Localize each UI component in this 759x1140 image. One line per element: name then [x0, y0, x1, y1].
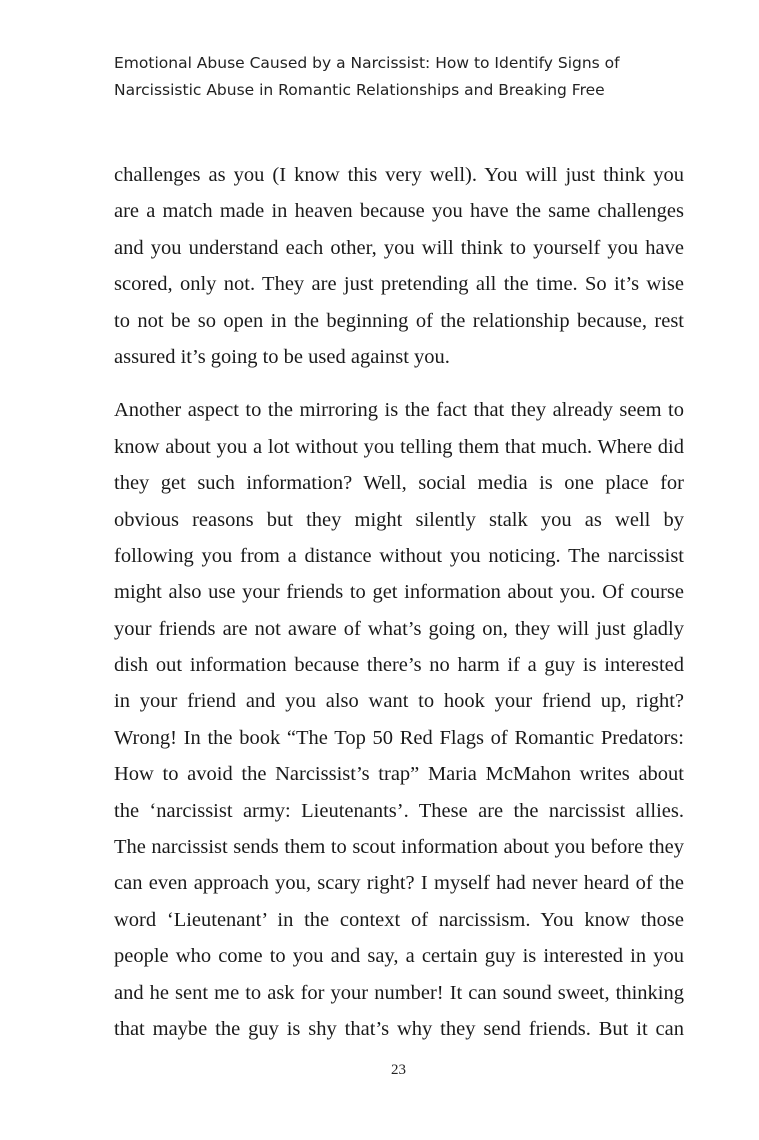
text-line: and he sent me to ask for your number! It can sound sweet, thinking	[114, 981, 684, 1004]
paragraph-2	[114, 392, 684, 1047]
text-line: they get such information? Well, social media is one place for	[114, 472, 684, 495]
text-line: that maybe the guy is shy that’s why they send friends. But it can	[114, 1017, 684, 1040]
text-line: the ‘narcissist army: Lieutenants’. These are the narcissist allies.	[114, 799, 684, 822]
page-number: 23	[391, 1062, 406, 1078]
text-line: people who come to you and say, a certain guy is interested in you	[114, 945, 684, 968]
text-line: following you from a distance without you noticing. The narcissist	[114, 544, 684, 567]
text-line: your friends are not aware of what’s going on, they will just gladly	[114, 617, 684, 640]
text-line: assured it’s going to be used against you.	[114, 345, 450, 368]
text-line: dish out information because there’s no harm if a guy is interested	[114, 654, 684, 677]
header-line-2: Narcissistic Abuse in Romantic Relationships and Breaking Free	[114, 81, 605, 99]
text-line: How to avoid the Narcissist’s trap” Maria McMahon writes about	[114, 763, 684, 786]
text-line: might also use your friends to get information about you. Of course	[114, 581, 684, 604]
text-line: to not be so open in the beginning of the relationship because, rest	[114, 309, 684, 332]
text-line: Another aspect to the mirroring is the fact that they already seem to	[114, 399, 684, 422]
text-line: obvious reasons but they might silently stalk you as well by	[114, 508, 684, 531]
text-line: The narcissist sends them to scout information about you before they	[114, 836, 684, 859]
paragraph-1	[114, 157, 684, 375]
paragraph-spacer	[114, 375, 684, 392]
text-line: can even approach you, scary right? I myself had never heard of the	[114, 872, 684, 895]
text-line: Wrong! In the book “The Top 50 Red Flags of Romantic Predators:	[114, 726, 684, 749]
text-line: are a match made in heaven because you have the same challenges	[114, 200, 684, 223]
text-line: know about you a lot without you telling them that much. Where did	[114, 435, 684, 458]
body-text	[114, 157, 684, 1047]
text-line: word ‘Lieutenant’ in the context of narcissism. You know those	[114, 908, 684, 931]
text-line: scored, only not. They are just pretending all the time. So it’s wise	[114, 273, 684, 296]
text-line: in your friend and you also want to hook your friend up, right?	[114, 690, 684, 713]
text-line: and you understand each other, you will think to yourself you have	[114, 236, 684, 259]
running-header	[114, 50, 694, 104]
text-line: challenges as you (I know this very well). You will just think you	[114, 164, 684, 186]
header-line-1: Emotional Abuse Caused by a Narcissist: How to Identify Signs of	[114, 54, 620, 72]
